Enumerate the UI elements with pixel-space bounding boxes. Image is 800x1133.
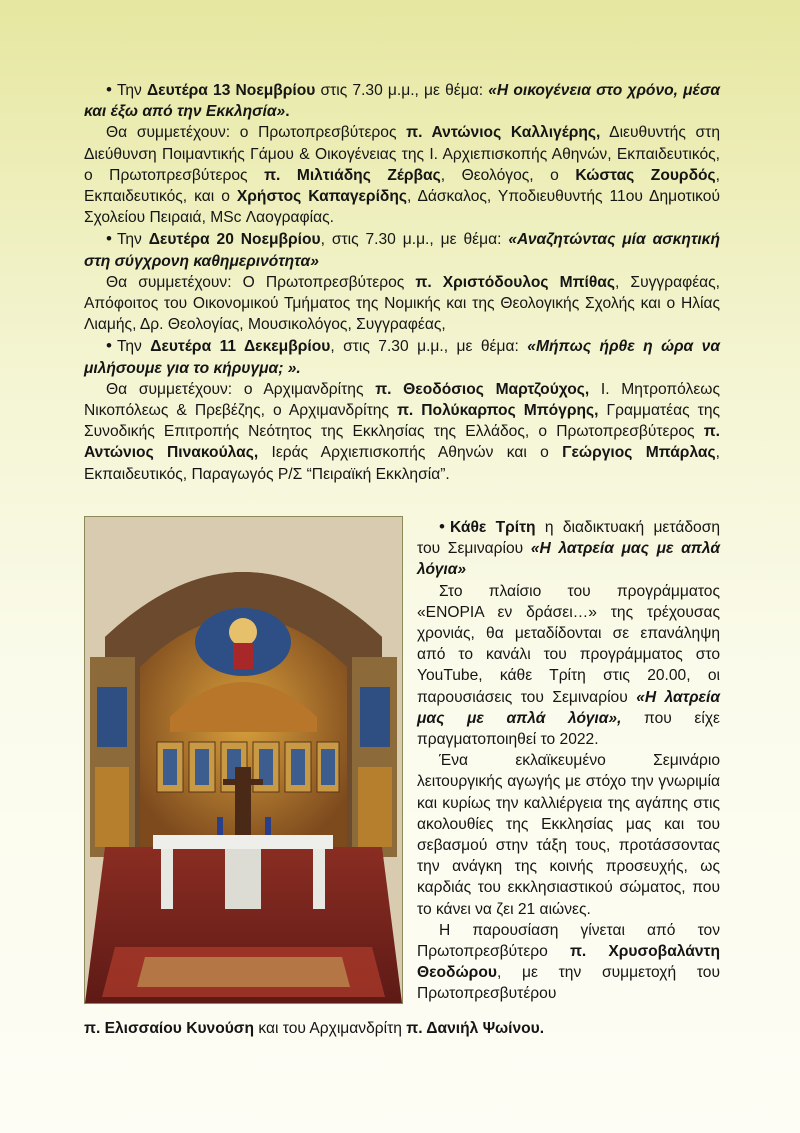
speaker-name: π. Θεοδόσιος Μαρτζούχος, xyxy=(375,380,590,398)
church-interior-illustration xyxy=(85,517,402,1003)
text: και του Αρχιμανδρίτη xyxy=(254,1020,407,1037)
text: που είχε πραγματοποιηθεί το 2022. xyxy=(417,709,720,749)
text: Ι. Μητροπόλεως Νικοπόλεως & Πρεβέζης, ο Αρχιμανδρίτης xyxy=(84,380,720,420)
upper-column xyxy=(84,79,720,485)
text: , Συγγραφέας, Απόφοιτος του Οικονομικού Τμήματος της Νομικής και της Θεολογικής Σχολής και ο Ηλίας Λιαμής, Δρ. Θεολογίας, Μουσικολόγος, Συγγραφέας, xyxy=(84,273,721,334)
text: Γραμματέας της Συνοδικής Επιτροπής Νεότητος της Εκκλησίας της Ελλάδος, ο Πρωτοπρεσβύτερος xyxy=(84,402,721,441)
text: Την xyxy=(116,231,149,249)
speaker-name: π. Δανιήλ Ψωίνου xyxy=(406,1020,540,1037)
event-every-tuesday xyxy=(417,516,720,581)
text: η διαδικτυακή μετάδοση του Σεμιναρίου xyxy=(417,519,720,558)
broadcast-info xyxy=(417,581,720,751)
speaker-name: π. Χριστόδουλος Μπίθας xyxy=(415,273,615,291)
text: Την xyxy=(116,82,147,99)
event-theme: «Η οικογένεια στο χρόνο, μέσα και έξω από την Εκκλησία» xyxy=(84,82,721,121)
closing-line xyxy=(84,1018,720,1039)
event-theme: «Η λατρεία μας με απλά λόγια» xyxy=(417,540,720,579)
speaker-name: π. Χρυσοβαλάντη Θεοδώρου xyxy=(417,943,721,982)
speaker-name: π. Ελισσαίου Κυνούση xyxy=(84,1020,255,1037)
participants-nov-13 xyxy=(84,122,720,228)
text: Ένα εκλαϊκευμένο Σεμινάριο λειτουργικής αγωγής με στόχο την γνωριμία και κυρίως την καλλιέργεια της αγάπης στις ακολουθίες της Εκκλησίας μας και του σεβασμού στην τάξη τους, προτάσσοντας την ανάγκη της κοινής προσευχής, ως καρδιάς του εκκλησιαστικού σώματος, που το κάνει να ζει 21 αιώνες. xyxy=(417,752,720,918)
text: Στο πλαίσιο του προγράμματος «ΕΝΟΡΙΑ εν δράσει…» της τρέχουσας χρονιάς, θα μεταδίδονται σε επανάληψη από το κανάλι του προγράμματος στο YouTube, κάθε Τρίτη στις 20.00, οι παρουσιάσεις του Σεμιναρίου xyxy=(417,582,720,706)
seminar-description xyxy=(417,750,720,920)
text: Η παρουσίαση γίνεται από τον Πρωτοπρεσβύτερο xyxy=(417,921,720,961)
event-nov-13 xyxy=(84,79,720,122)
text: , στις 7.30 μ.μ., με θέμα: xyxy=(330,338,528,356)
text: , με την συμμετοχή του Πρωτοπρεσβυτέρου xyxy=(417,964,720,1003)
event-date: Δευτέρα 13 Νοεμβρίου xyxy=(146,82,316,99)
speaker-name: Γεώργιος Μπάρλας xyxy=(562,444,716,462)
punct: . xyxy=(539,1020,545,1037)
event-date: Κάθε Τρίτη xyxy=(449,519,536,536)
participants-nov-20 xyxy=(84,272,720,336)
speaker-name: π. Αντώνιος Καλλιγέρης, xyxy=(406,124,601,142)
text: στις 7.30 μ.μ., με θέμα: xyxy=(315,82,489,99)
text: Θα συμμετέχουν: Ο Πρωτοπρεσβύτερος xyxy=(106,273,416,291)
text: , στις 7.30 μ.μ., με θέμα: xyxy=(320,231,509,249)
participants-dec-11 xyxy=(84,379,720,485)
event-date: Δευτέρα 11 Δεκεμβρίου xyxy=(150,338,331,356)
presenter-info xyxy=(417,920,720,1005)
text: Ιεράς Αρχιεπισκοπής Αθηνών και ο xyxy=(258,444,563,462)
event-theme: «Μήπως ήρθε η ώρα να μιλήσουμε για το κήρυγμα; ». xyxy=(84,338,720,377)
event-dec-11 xyxy=(84,335,720,378)
event-nov-20 xyxy=(84,228,720,271)
text: , Θεολόγος, ο xyxy=(440,166,576,184)
punct: . xyxy=(285,103,290,121)
text: Την xyxy=(116,338,151,356)
speaker-name: Χρήστος Καπαγερίδης xyxy=(236,188,407,206)
text: Διευθυντής στη Διεύθυνση Ποιμαντικής Γάμου & Οικογένειας της Ι. Αρχιεπισκοπής Αθηνών, Εκπαιδευτικός, ο Πρωτοπρεσβύτερος xyxy=(84,124,721,184)
text: , Εκπαιδευτικός, Παραγωγός Ρ/Σ “Πειραϊκή Εκκλησία”. xyxy=(84,444,720,483)
event-theme: «Η λατρεία μας με απλά λόγια», xyxy=(417,688,720,727)
text: , Εκπαιδευτικός, και ο xyxy=(84,166,720,206)
right-column xyxy=(417,516,720,1005)
event-date: Δευτέρα 20 Νοεμβρίου xyxy=(148,231,321,249)
church-interior-photo xyxy=(84,516,403,1004)
text: Θα συμμετέχουν: ο Αρχιμανδρίτης xyxy=(106,380,376,398)
text: , Δάσκαλος, Υποδιευθυντής 11ου Δημοτικού Σχολείου Πειραιά, MSc Λαογραφίας. xyxy=(84,188,720,227)
speaker-name: π. Μιλτιάδης Ζέρβας xyxy=(264,166,441,184)
event-theme: «Αναζητώντας μία ασκητική στη σύγχρονη καθημερινότητα» xyxy=(84,231,721,270)
speaker-name: Κώστας Ζουρδός xyxy=(575,166,716,184)
speaker-name: π. Αντώνιος Πινακούλας, xyxy=(84,423,720,462)
text: Θα συμμετέχουν: ο Πρωτοπρεσβύτερος xyxy=(106,124,407,142)
speaker-name: π. Πολύκαρπος Μπόγρης, xyxy=(396,402,599,420)
